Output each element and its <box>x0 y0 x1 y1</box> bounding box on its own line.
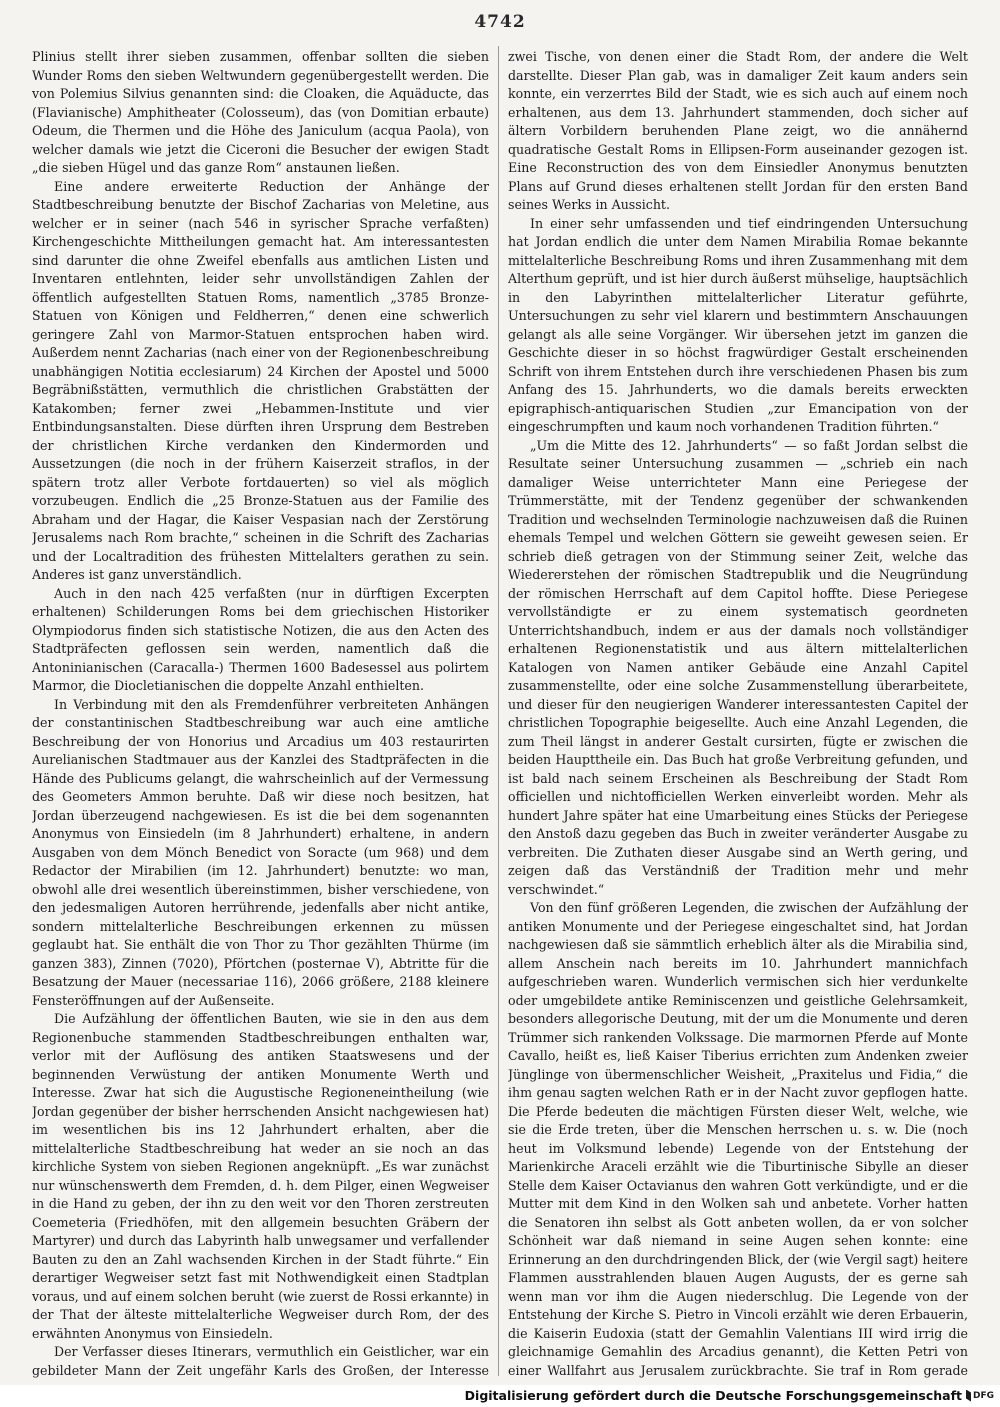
dfg-logo-text: DFG <box>972 1390 994 1401</box>
paragraph: Plinius stellt ihrer sieben zusammen, offenbar sollten die sieben Wunder Roms den sieben Weltwundern gegenübergestellt werden. Die von Polemius Silvius genannten sind: die Cloaken, die Aquäducte, das (Flavianische) Amphitheater (Colosseum), das (von Domitian erbaute) Odeum, die Thermen und die Höhe des Janiculum (acqua Paola), von welcher damals wie jetzt die Ciceroni die Besucher der ewigen Stadt „die sieben Hügel und das ganze Rom“ anstaunen ließen. <box>32 49 489 175</box>
footer-bar <box>0 1385 1000 1407</box>
left-column <box>32 48 489 1378</box>
paragraph: „Um die Mitte des 12. Jahrhunderts“ — so faßt Jordan selbst die Resultate seiner Untersuchung zusammen — „schrieb ein nach damaliger Weise unterrichteter Mann eine Periegese der Trümmerstätte, mit der Tendenz gegenüber der schwankenden Tradition und wechselnden Terminologie nachzuweisen daß die Ruinen ehemals Tempel und welchen Göttern sie geweiht gewesen seien. Er schrieb dieß getragen von der Stimmung seiner Zeit, welche das Wiedererstehen der römischen Stadtrepublik und die Neugründung der römischen Herrschaft auf dem Capitol hoffte. Diese Periegese vervollständigte er zu einem systematisch geordneten Unterrichtshandbuch, indem er aus der damals noch vollständiger erhaltenen Regionenstatistik und aus ältern mittelalterlichen Katalogen von Namen antiker Gebäude eine Anzahl Capitel zusammenstellte, oder eine solche Zusammenstellung überarbeitete, und dieser für den neugierigen Wanderer interessantesten Capitel der christlichen Topographie beigesellte. Auch eine Anzahl Legenden, die zum Theil längst in anderer Gestalt cursirten, fügte er zwischen die beiden Haupttheile ein. Das Buch hat große Verbreitung gefunden, und ist bald nach seinem Erscheinen als Beschreibung der Stadt Rom officiellen und nichtofficiellen Werken einverleibt worden. Mehr als hundert Jahre später hat eine Umarbeitung eines Stücks der Periegese den Anstoß dazu gegeben das Buch in zweiter veränderter Ausgabe zu verbreiten. Die Zuthaten dieser Ausgabe sind an Werth gering, und zeigen daß das Verständniß der Tradition mehr und mehr verschwindet.“ <box>508 437 968 897</box>
paragraph: Eine andere erweiterte Reduction der Anhänge der Stadtbeschreibung benutzte der Bischof Zacharias von Meletine, aus welcher er in seiner (nach 546 in syrischer Sprache verfaßten) Kirchengeschichte Mittheilungen gemacht hat. Am interessantesten sind darunter die ohne Zweifel ebenfalls aus amtlichen Listen und Inventaren entlehnten, leider sehr unvollständigen Zahlen der öffentlich aufgestellten Statuen Roms, namentlich „3785 Bronze-Statuen von Königen und Feldherren,“ denen eine schwerlich geringere Zahl von Marmor-Statuen entsprochen haben wird. Außerdem nennt Zacharias (nach einer von der Regionenbeschreibung unabhängigen Notitia ecclesiarum) 24 Kirchen der Apostel und 5000 Begräbnißstätten, vermuthlich die christlichen Grabstätten der Katakomben; ferner zwei „Hebammen-Institute und vier Entbindungsanstalten. Diese dürften ihren Ursprung dem Bestreben der christlichen Kirche verdanken den Kindermorden und Aussetzungen (die noch in der frühern Kaiserzeit straflos, in der spätern trotz aller Verbote fortdauerten) so viel als möglich vorzubeugen. Endlich die „25 Bronze-Statuen aus der Familie des Abraham und der Hagar, die Kaiser Vespasian nach der Zerstörung Jerusalems nach Rom brachte,“ scheinen in die Schrift des Zacharias und der Localtradition des frühesten Mittelalters gerathen zu sein. Anderes ist ganz unverständlich. <box>32 178 489 582</box>
paragraph: Auch in den nach 425 verfaßten (nur in dürftigen Excerpten erhaltenen) Schilderungen Roms bei dem griechischen Historiker Olympiodorus finden sich statistische Notizen, die aus den Acten des Stadtpräfecten geflossen sein werden, namentlich daß die Antoninianischen (Caracalla-) Thermen 1600 Badesessel aus polirtem Marmor, die Diocletianischen die doppelte Anzahl enthielten. <box>32 585 489 693</box>
paragraph: In Verbindung mit den als Fremdenführer verbreiteten Anhängen der constantinischen Stadtbeschreibung war auch eine amtliche Beschreibung der von Honorius und Arcadius um 403 restaurirten Aurelianischen Stadtmauer aus der Kanzlei des Stadtpräfecten in die Hände des Publicums gelangt, die wahrscheinlich auf der Vermessung des Geometers Ammon beruhte. Daß wir diese noch besitzen, hat Jordan überzeugend nachgewiesen. Es ist die bei dem sogenannten Anonymus von Einsiedeln (im 8 Jahrhundert) erhaltene, in andern Ausgaben von dem Mönch Benedict von Soracte (um 968) und dem Redactor der Mirabilien (im 12. Jahrhundert) benutzte: wo man, obwohl alle drei wesentlich übereinstimmen, bisher verschiedene, von den jedesmaligen Autoren herrührende, jedenfalls aber nicht antike, sondern mittelalterliche Beschreibungen erkennen zu müssen geglaubt hat. Sie enthält die von Thor zu Thor gezählten Thürme (im ganzen 383), Zinnen (7020), Pförtchen (posternae V), Abtritte für die Besatzung der Mauer (necessariae 116), 2066 größere, 2188 kleinere Fensteröffnungen auf der Außenseite. <box>32 696 489 1008</box>
page-number: 4742 <box>474 12 526 32</box>
right-column <box>508 48 968 1378</box>
dfg-logo <box>966 1388 994 1403</box>
paragraph: zwei Tische, von denen einer die Stadt Rom, der andere die Welt darstellte. Dieser Plan gab, was in damaliger Zeit kaum anders sein konnte, ein verzerrtes Bild der Stadt, wie es sich auch auf einem noch erhaltenen, aus dem 13. Jahrhundert stammenden, doch sicher auf ältern Vorbildern beruhenden Plane zeigt, wo die annähernd quadratische Gestalt Roms in Ellipsen-Form auseinander gezogen ist. Eine Reconstruction des von dem Einsiedler Anonymus benutzten Plans auf Grund dieses erhaltenen stellt Jordan für den ersten Band seines Werks in Aussicht. <box>508 49 968 212</box>
paragraph: Von den fünf größeren Legenden, die zwischen der Aufzählung der antiken Monumente und der Periegese eingeschaltet sind, hat Jordan nachgewiesen daß sie sämmtlich erheblich älter als die Mirabilia sind, allem Anschein nach bereits im 10. Jahrhundert mannichfach aufgeschrieben waren. Wunderlich vermischen sich hier verdunkelte oder umgebildete antike Reminiscenzen und geistliche Gelehrsamkeit, besonders allegorische Deutung, mit der um die Monumente und deren Trümmer sich rankenden Volkssage. Die marmornen Pferde auf Monte Cavallo, heißt es, ließ Kaiser Tiberius errichten zum Andenken zweier Jünglinge von übermenschlicher Weisheit, „Praxitelus und Fidia,“ die ihm genau sagten welchen Rath er in der Nacht zuvor gepflogen hatte. Die Pferde bedeuten die mächtigen Fürsten dieser Welt, welche, wie sie die Erde treten, über die Menschen herrschen u. s. w. Die (noch heut im Volksmund lebende) Legende von der Entstehung der Marienkirche Araceli erzählt wie die Tiburtinische Sibylle an dieser Stelle dem Kaiser Octavianus den wahren Gott verkündigte, und er die Mutter mit dem Kind in den Wolken sah und anbetete. Vorher hatten die Senatoren ihn selbst als Gott anbeten wollen, da er von solcher Schönheit war daß niemand in seine Augen sehen konnte: eine Erinnerung an den durchdringenden Blick, der (wie Vergil sagt) heitere Flammen ausstrahlenden blauen Augen Augusts, der es gerne sah wenn man vor ihm die Augen niederschlug. Die Legende von der Entstehung der Kirche S. Pietro in Vincoli erzählt wie deren Erbauerin, die Kaiserin Eudoxia (statt der Gemahlin Valentians III wird irrig die gleichnamige Gemahlin des Arcadius genannt), die Ketten Petri von einer Wallfahrt aus Jerusalem zurückbrachte. Sie traf in Rom gerade <box>508 900 968 1378</box>
paragraph: Der Verfasser dieses Itinerars, vermuthlich ein Geistlicher, war ein gebildeter Mann der Zeit ungefähr Karls des Großen, der Interesse <box>32 1344 489 1378</box>
paragraph: In einer sehr umfassenden und tief eindringenden Untersuchung hat Jordan endlich die unter dem Namen Mirabilia Romae bekannte mittelalterliche Beschreibung Roms und ihren Zusammenhang mit dem Alterthum geprüft, und ist hier durch äußerst mühselige, hauptsächlich in den Labyrinthen mittelalterlicher Literatur geführte, Untersuchungen zu sehr viel klarern und bestimmtern Anschauungen gelangt als alle seine Vorgänger. Wir übersehen jetzt im ganzen die Geschichte dieser in so höchst fragwürdiger Gestalt erscheinenden Schrift von ihrem Entstehen durch ihre verschiedenen Phasen bis zum Anfang des 15. Jahrhunderts, wo die damals bereits erweckten epigraphisch-antiquarischen Studien „zur Emancipation von der eingeschrumpften und kaum noch vorhandenen Tradition führten.“ <box>508 215 968 434</box>
dfg-logo-mark <box>966 1390 971 1402</box>
funding-credit: Digitalisierung gefördert durch die Deutsche Forschungsgemeinschaft <box>464 1388 962 1403</box>
paragraph: Die Aufzählung der öffentlichen Bauten, wie sie in den aus dem Regionenbuche stammenden Stadtbeschreibungen enthalten war, verlor mit der Auflösung des antiken Staatswesens und der beginnenden Verwüstung der antiken Monumente Werth und Interesse. Zwar hat sich die Augustische Regioneneintheilung (wie Jordan gegenüber der bisher herrschenden Ansicht nachgewiesen hat) im wesentlichen bis ins 12 Jahrhundert erhalten, aber die mittelalterliche Stadtbeschreibung hat weder an sie noch an das kirchliche System von sieben Regionen angeknüpft. „Es war zunächst nur wünschenswerth dem Fremden, d. h. dem Pilger, einen Wegweiser in die Hand zu geben, der ihn zu den weit vor den Thoren zerstreuten Coemeteria (Friedhöfen, mit den allgemein besuchten Gräbern der Martyrer) und durch das Labyrinth halb unwegsamer und verfallender Bauten zu den an Zahl wachsenden Kirchen in der Stadt führte.“ Ein derartiger Wegweiser setzt fast mit Nothwendigkeit einen Stadtplan voraus, und auf einem solchen beruht (wie zuerst de Rossi erkannte) in der That der älteste mittelalterliche Wegweiser durch Rom, der des erwähnten Anonymus von Einsiedeln. <box>32 1011 489 1341</box>
column-divider <box>498 46 499 1376</box>
